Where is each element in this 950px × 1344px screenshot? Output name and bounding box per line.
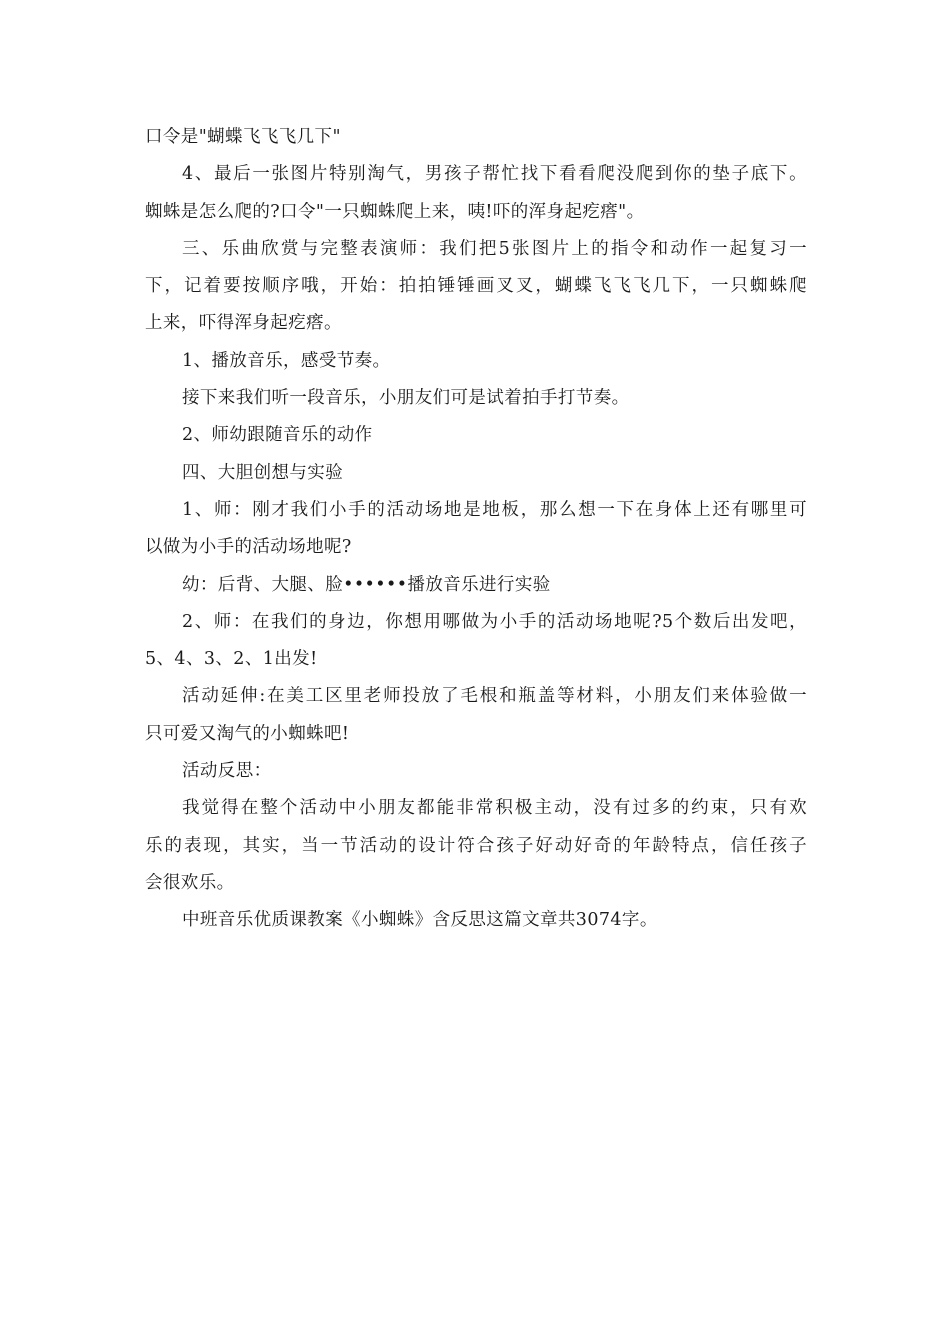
paragraph-line: 蜘蛛是怎么爬的?口令"一只蜘蛛爬上来，咦!吓的浑身起疙瘩"。	[145, 201, 645, 222]
section-heading: 四、大胆创想与实验	[182, 462, 344, 483]
paragraph-line: 下，记着要按顺序哦，开始：拍拍锤锤画叉叉，蝴蝶飞飞飞几下，一只蜘蛛爬	[145, 276, 807, 297]
paragraph-line: 4、最后一张图片特别淘气，男孩子帮忙找下看看爬没爬到你的垫子底下。	[182, 164, 807, 185]
paragraph-line: 5、4、3、2、1出发!	[145, 649, 318, 670]
closing-line: 中班音乐优质课教案《小蜘蛛》含反思这篇文章共3074字。	[182, 910, 658, 931]
paragraph-line: 幼：后背、大腿、脸••••••播放音乐进行实验	[182, 574, 551, 595]
paragraph-line: 接下来我们听一段音乐，小朋友们可是试着拍手打节奏。	[182, 388, 630, 409]
paragraph-line: 1、播放音乐，感受节奏。	[182, 350, 391, 371]
paragraph-line: 只可爱又淘气的小蜘蛛吧!	[145, 723, 350, 744]
paragraph-line: 三、乐曲欣赏与完整表演师：我们把5张图片上的指令和动作一起复习一	[182, 238, 807, 259]
paragraph-line: 乐的表现，其实，当一节活动的设计符合孩子好动好奇的年龄特点，信任孩子	[145, 835, 807, 856]
section-heading: 活动反思：	[182, 761, 272, 782]
document-body	[145, 119, 807, 940]
paragraph-line: 上来，吓得浑身起疙瘩。	[145, 313, 342, 334]
paragraph-line: 活动延伸:在美工区里老师投放了毛根和瓶盖等材料，小朋友们来体验做一	[182, 686, 807, 707]
paragraph-line: 我觉得在整个活动中小朋友都能非常积极主动，没有过多的约束，只有欢	[182, 798, 807, 819]
paragraph-line: 会很欢乐。	[145, 872, 235, 893]
paragraph-line: 以做为小手的活动场地呢?	[145, 537, 352, 558]
paragraph-line: 口令是"蝴蝶飞飞飞几下"	[145, 127, 341, 147]
paragraph-line: 1、师：刚才我们小手的活动场地是地板，那么想一下在身体上还有哪里可	[182, 499, 807, 520]
paragraph-line: 2、师：在我们的身边，你想用哪做为小手的活动场地呢?5个数后出发吧，	[182, 611, 807, 632]
paragraph-line: 2、师幼跟随音乐的动作	[182, 425, 373, 446]
